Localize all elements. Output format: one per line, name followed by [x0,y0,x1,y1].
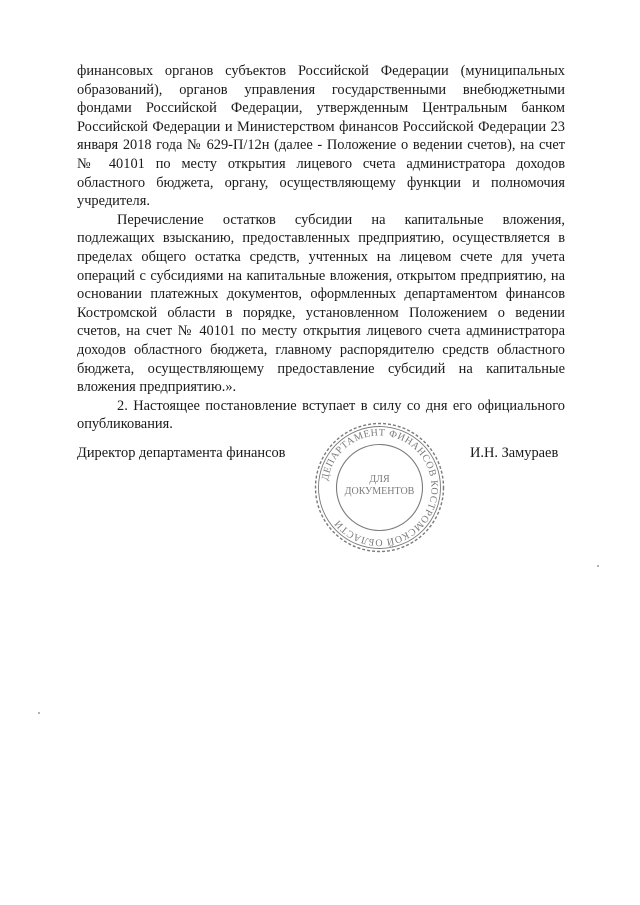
document-body [77,62,565,434]
paragraph-transfer-of-balances: Перечисление остатков субсидии на капитальные вложения, подлежащих взысканию, предоставленных предприятию, осуществляется в пределах общего остатка средств, учтенных на лицевом счете для учета операций с субсидиями на капитальные вложения, открытом предприятию, на основании платежных документов, оформленных департаментом финансов Костромской области в порядке, установленном Положением о ведении счетов, на счет № 40101 по месту открытия лицевого счета администратора доходов областного бюджета, главному распорядителю средств областного бюджета, осуществляющему предоставление субсидий на капитальные вложения предприятию.». [77,211,565,396]
scan-speck [38,712,40,714]
signatory-position: Директор департамента финансов [77,445,286,461]
signatory-name: И.Н. Замураев [470,445,559,461]
scan-speck [597,565,599,567]
stamp-center-line-2: ДОКУМЕНТОВ [344,486,415,497]
paragraph-continued: финансовых органов субъектов Российской Федерации (муниципальных образований), органов управления государственными внебюджетными фондами Российской Федерации, утвержденным Центральным банком Российской Федерации и Министерством финансов Российской Федерации 23 января 2018 года № 629-П/12н (далее - Положение о ведении счетов), на счет № 40101 по месту открытия лицевого счета администратора доходов областного бюджета, органу, осуществляющему функции и полномочия учредителя. [77,63,565,210]
stamp-center-line-1: ДЛЯ [369,474,390,485]
paragraph-entry-into-force: 2. Настоящее постановление вступает в силу со дня его официального опубликования. [77,397,565,433]
official-stamp-seal [312,420,447,555]
stamp-ring-text: ДЕПАРТАМЕНТ ФИНАНСОВ КОСТРОМСКОЙ ОБЛАСТИ [319,427,440,548]
